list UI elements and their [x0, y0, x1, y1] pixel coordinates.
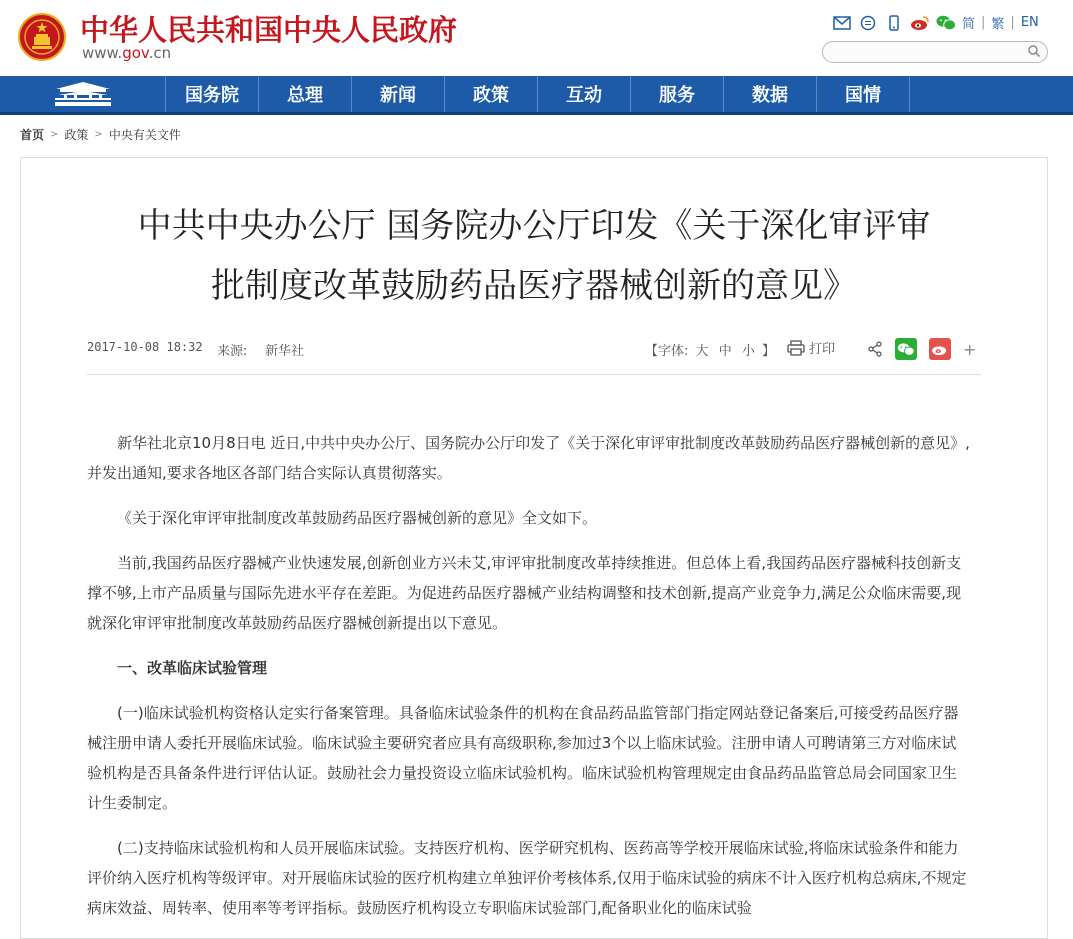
- font-large-button[interactable]: 大: [695, 344, 709, 359]
- nav-item-state-council[interactable]: 国务院: [166, 76, 259, 112]
- font-size-control: [645, 340, 775, 359]
- font-small-button[interactable]: 小: [741, 344, 755, 359]
- share-bar: [867, 338, 976, 360]
- site-title[interactable]: 中华人民共和国中央人民政府: [80, 13, 458, 47]
- article-section-heading: 一、改革临床试验管理: [117, 659, 268, 677]
- mobile-icon[interactable]: [884, 14, 904, 32]
- wechat-icon[interactable]: [936, 14, 956, 32]
- site-header: [0, 0, 1073, 76]
- lang-separator: |: [1010, 15, 1015, 30]
- article-container: [20, 157, 1048, 939]
- font-medium-button[interactable]: 中: [718, 344, 732, 359]
- search-icon[interactable]: [1027, 44, 1041, 58]
- article-paragraph: 《关于深化审评审批制度改革鼓励药品医疗器械创新的意见》全文如下。: [117, 509, 598, 527]
- breadcrumb-home[interactable]: 首页: [20, 128, 45, 142]
- lang-simplified[interactable]: 简: [962, 17, 976, 32]
- lang-separator: |: [981, 15, 986, 30]
- font-label-close: 】: [762, 344, 776, 359]
- printer-icon: [787, 340, 805, 356]
- breadcrumb-arrow: >: [50, 129, 59, 140]
- share-icon[interactable]: [867, 341, 883, 357]
- article-title: [21, 196, 1047, 316]
- font-label-open: 【字体:: [645, 344, 689, 359]
- site-url-brand: gov: [122, 44, 149, 62]
- nav-item-premier[interactable]: 总理: [259, 76, 352, 112]
- share-weibo-icon[interactable]: [929, 338, 951, 360]
- site-url-prefix: www.: [82, 44, 123, 62]
- tiananmen-icon: [52, 81, 114, 107]
- nav-home[interactable]: [0, 76, 166, 112]
- share-wechat-icon[interactable]: [895, 338, 917, 360]
- weibo-icon[interactable]: [910, 14, 930, 32]
- breadcrumb-policy[interactable]: 政策: [64, 128, 89, 142]
- nav-item-news[interactable]: 新闻: [352, 76, 445, 112]
- publish-date: 2017-10-08 18:32: [87, 340, 203, 354]
- main-nav: [0, 76, 1073, 115]
- site-url-suffix: .cn: [148, 44, 172, 62]
- breadcrumb: [20, 126, 181, 143]
- source-label: 来源:: [217, 344, 248, 359]
- article-paragraph: 当前,我国药品医疗器械产业快速发展,创新创业方兴未艾,审评审批制度改革持续推进。但总体上看,我国药品医疗器械科技创新支撑不够,上市产品质量与国际先进水平存在差距。为促进药品医疗器械产业结构调整和技术创新,提高产业竞争力,满足公众临床需要,现就深化审评审批制度改革鼓励药品医疗器械创新提出以下意见。: [87, 554, 962, 632]
- source-name: 新华社: [265, 344, 305, 359]
- nav-item-services[interactable]: 服务: [631, 76, 724, 112]
- header-tools: [832, 13, 1039, 32]
- breadcrumb-arrow: >: [94, 129, 103, 140]
- article-meta: [87, 338, 981, 375]
- article-title-line2: 批制度改革鼓励药品医疗器械创新的意见》: [211, 266, 857, 306]
- search-input[interactable]: [833, 43, 1027, 63]
- nav-item-national-profile[interactable]: 国情: [817, 76, 910, 112]
- search-box: [822, 41, 1048, 63]
- lang-traditional[interactable]: 繁: [991, 17, 1005, 32]
- article-paragraph: (二)支持临床试验机构和人员开展临床试验。支持医疗机构、医学研究机构、医药高等学校开展临床试验,将临床试验条件和能力评价纳入医疗机构等级评审。对开展临床试验的医疗机构建立单独评价考核体系,仅用于临床试验的病床不计入医疗机构总病床,不规定病床效益、周转率、使用率等考评指标。鼓励医疗机构设立专职临床试验部门,配备职业化的临床试验: [87, 839, 967, 917]
- article-title-line1: 中共中央办公厅 国务院办公厅印发《关于深化审评审: [137, 206, 931, 246]
- breadcrumb-central-docs[interactable]: 中央有关文件: [108, 128, 181, 142]
- article-paragraph: 新华社北京10月8日电 近日,中共中央办公厅、国务院办公厅印发了《关于深化审评审批制度改革鼓励药品医疗器械创新的意见》,并发出通知,要求各地区各部门结合实际认真贯彻落实。: [87, 434, 970, 482]
- nav-item-interaction[interactable]: 互动: [538, 76, 631, 112]
- site-url[interactable]: [82, 44, 171, 62]
- nav-item-data[interactable]: 数据: [724, 76, 817, 112]
- mail-icon[interactable]: [832, 14, 852, 32]
- article-body: [87, 428, 971, 938]
- print-label: 打印: [809, 342, 836, 357]
- print-button[interactable]: [787, 338, 835, 357]
- article-paragraph: (一)临床试验机构资格认定实行备案管理。具备临床试验条件的机构在食品药品监管部门指定网站登记备案后,可接受药品医疗器械注册申请人委托开展临床试验。临床试验主要研究者应具有高级职称,参加过3个以上临床试验。注册申请人可聘请第三方对临床试验机构是否具备条件进行评估认证。鼓励社会力量投资设立临床试验机构。临床试验机构管理规定由食品药品监管总局会同国家卫生计生委制定。: [87, 704, 959, 812]
- message-icon[interactable]: [858, 14, 878, 32]
- share-more-button[interactable]: +: [963, 339, 977, 359]
- nav-item-policy[interactable]: 政策: [445, 76, 538, 112]
- national-emblem-icon[interactable]: [18, 13, 66, 61]
- lang-english[interactable]: EN: [1020, 15, 1039, 30]
